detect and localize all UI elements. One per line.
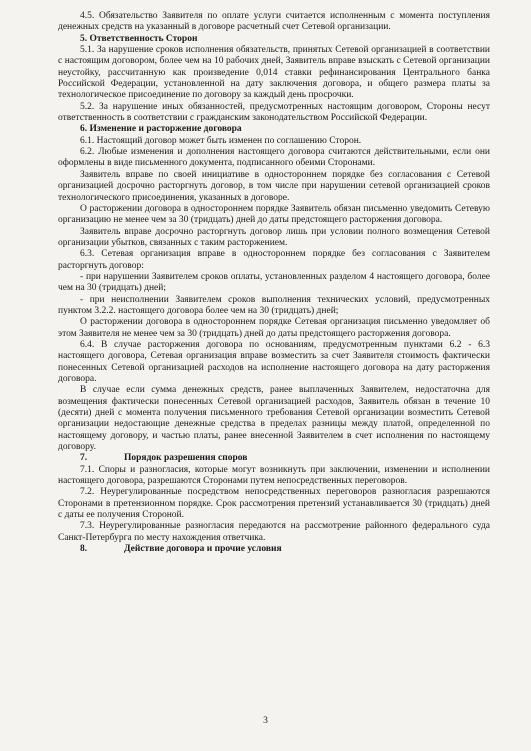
list-item-payment: - при нарушении Заявителем сроков оплаты, установленных разделом 4 настоящего договора, более чем на 30 (тридцать) дней; bbox=[58, 271, 490, 294]
section-heading-7 bbox=[58, 453, 490, 464]
document-body bbox=[58, 11, 490, 556]
paragraph-6-1: 6.1. Настоящий договор может быть изменен по соглашению Сторон. bbox=[80, 135, 362, 146]
paragraph-5-1: 5.1. За нарушение сроков исполнения обязательств, принятых Сетевой организацией в соответствии с настоящим договором, более чем на 10 рабочих дней, Заявитель вправе взыскать с Сетевой организации неустойку, рассчитанную как произведение 0,014 ставки рефинансирования Центрального банка Российской Федерации, установленной на дату заключения договора, и общего размера платы за технологическое присоединение по договору за каждый день просрочки. bbox=[58, 45, 490, 101]
paragraph-network-notice: О расторжении договора в одностороннем порядке Сетевая организация письменно уведомляет об этом Заявителя не менее чем за 30 (тридцать) дней до даты предстоящего расторжения договора. bbox=[58, 317, 490, 339]
paragraph-5-2: 5.2. За нарушение иных обязанностей, предусмотренных настоящим договором, Стороны несут ответственность в соответствии с гражданским законодательством Российской Федерации. bbox=[58, 101, 490, 124]
paragraph-insufficient-funds: В случае если сумма денежных средств, ранее выплаченных Заявителем, недостаточна для возмещения фактически понесенных Сетевой организацией расходов, Заявитель обязан в течение 10 (десяти) дней с момента получения письменного требования Сетевой организации возместить Сетевой организации недостающие денежные средства в пределах разницы между платой, определенной по настоящему договору, и частью платы, ранее внесенной Заявителем в счет исполнения по настоящему договору. bbox=[58, 385, 490, 453]
paragraph-6-4: 6.4. В случае расторжения договора по основаниям, предусмотренным пунктами 6.2 - 6.3 настоящего договора, Сетевая организация вправе возместить за счет Заявителя стоимость фактически понесенных Сетевой организацией расходов на исполнение настоящего договора на дату расторжения договора. bbox=[58, 339, 490, 384]
paragraph-applicant-notice: О расторжении договора в одностороннем порядке Заявитель обязан письменно уведомить Сетевую организацию не менее чем за 30 (тридцать) дней до даты предстоящего расторжения договора. bbox=[58, 203, 490, 226]
paragraph-7-1: 7.1. Споры и разногласия, которые могут возникнуть при заключении, изменении и исполнении настоящего договора, разрешаются Сторонами путем непосредственных переговоров. bbox=[58, 464, 490, 487]
section-title-8: Действие договора и прочие условия bbox=[124, 544, 282, 555]
section-heading-8 bbox=[58, 544, 490, 555]
paragraph-6-2: 6.2. Любые изменения и дополнения настоящего договора считаются действительными, если они оформлены в виде письменного документа, подписанного обеими Сторонами. bbox=[58, 147, 490, 169]
paragraph-applicant-right: Заявитель вправе по своей инициативе в одностороннем порядке без согласования с Сетевой организацией досрочно расторгнуть договор, в том числе при нарушении сетевой организацией сроков технологического присоединения, указанных в договоре. bbox=[58, 169, 490, 203]
page-number: 3 bbox=[263, 716, 268, 726]
section-heading-5: 5. Ответственность Сторон bbox=[80, 33, 198, 44]
paragraph-7-3: 7.3. Неурегулированные разногласия передаются на рассмотрение районного федерального суда Санкт-Петербурга по месту нахождения ответчика. bbox=[58, 521, 490, 543]
section-number-8: 8. bbox=[80, 544, 88, 555]
paragraph-applicant-early: Заявитель вправе досрочно расторгнуть договор лишь при условии полного возмещения Сетевой организации убытков, связанных с таким расторжением. bbox=[58, 226, 490, 248]
paragraph-7-2: 7.2. Неурегулированные посредством непосредственных переговоров разногласия разрешаются Сторонами в претензионном порядке. Срок рассмотрения претензий устанавливается 30 (тридцать) дней с даты ее получения Стороной. bbox=[58, 487, 490, 521]
section-heading-6: 6. Изменение и расторжение договора bbox=[80, 124, 242, 135]
list-item-technical: - при неисполнении Заявителем сроков выполнения технических условий, предусмотренных пунктом 3.2.2. настоящего договора более чем на 30 (тридцать) дней; bbox=[58, 294, 490, 316]
section-title-7: Порядок разрешения споров bbox=[124, 453, 248, 464]
paragraph-6-3: 6.3. Сетевая организация вправе в одностороннем порядке без согласования с Заявителем расторгнуть договор: bbox=[58, 249, 490, 271]
paragraph-4-5: 4.5. Обязательство Заявителя по оплате услуги считается исполненным с момента поступления денежных средств на указанный в договоре расчетный счет Сетевой организации. bbox=[58, 11, 490, 33]
section-number-7: 7. bbox=[80, 453, 88, 464]
